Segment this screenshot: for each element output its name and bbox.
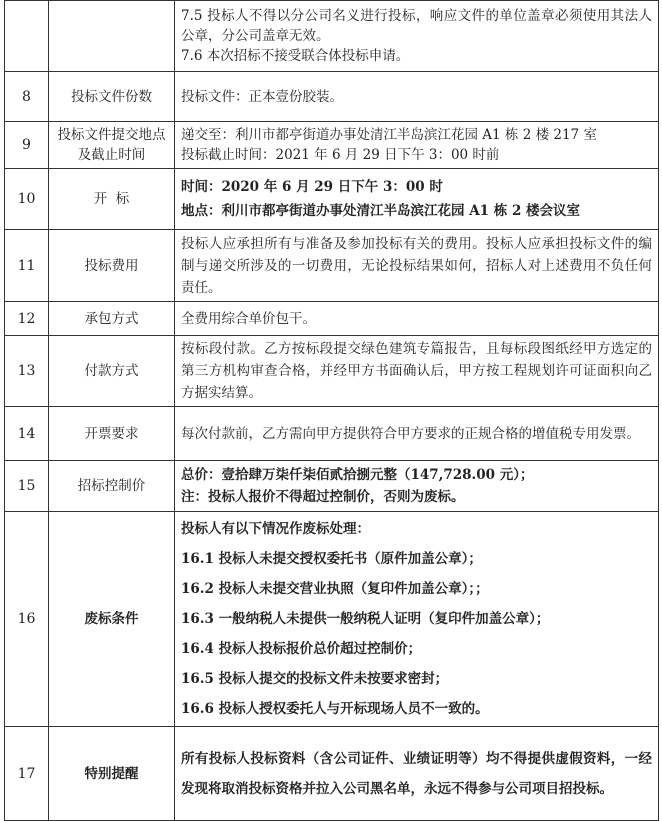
row-label: 开票要求 <box>49 407 175 461</box>
row-label: 特别提醒 <box>49 727 175 821</box>
special-reminder-text: 所有投标人投标资料（含公司证件、业绩证明等）均不得提供虚假资料，一经发现将取消投标资格并拉入公司黑名单，永远不得参与公司项目招投标。 <box>181 750 652 797</box>
row-content <box>175 512 659 727</box>
row-label: 投标文件份数 <box>49 72 175 122</box>
clause-16-3: 16.3 一般纳税人未提供一般纳税人证明（复印件加盖公章）； <box>181 611 550 627</box>
clause-7-6: 7.6 本次招标不接受联合体投标申请。 <box>181 48 410 64</box>
clause-16-2: 16.2 投标人未提交营业执照（复印件加盖公章）；； <box>181 581 489 597</box>
row-label: 开 标 <box>49 169 175 230</box>
table-row-7-continuation <box>5 1 659 72</box>
row-content <box>175 72 659 122</box>
row-number: 17 <box>5 727 49 821</box>
submission-address: 递交至：利川市都亭街道办事处清江半岛滨江花园 A1 栋 2 楼 217 室 <box>181 127 597 143</box>
row-label: 承包方式 <box>49 302 175 336</box>
clause-16-4: 16.4 投标人投标报价总价超过控制价； <box>181 641 422 657</box>
row-content <box>175 169 659 230</box>
row-content <box>175 727 659 821</box>
row-content <box>175 461 659 512</box>
clause-7-5: 7.5 投标人不得以分公司名义进行投标，响应文件的单位盖章必须使用其法人公章，分公司盖章无效。 <box>181 8 652 44</box>
submission-deadline: 投标截止时间：2021 年 6 月 29 日下午 3：00 时前 <box>181 147 500 163</box>
clause-16-5: 16.5 投标人提交的投标文件未按要求密封； <box>181 671 449 687</box>
row-number: 9 <box>5 122 49 169</box>
row-content <box>175 407 659 461</box>
row-number: 16 <box>5 512 49 727</box>
table-row-16 <box>5 512 659 727</box>
table-row-9 <box>5 122 659 169</box>
row-label: 废标条件 <box>49 512 175 727</box>
row-number: 13 <box>5 336 49 407</box>
row-number: 12 <box>5 302 49 336</box>
table-row-12 <box>5 302 659 336</box>
table-row-13 <box>5 336 659 407</box>
table-row-8 <box>5 72 659 122</box>
row-label: 投标文件提交地点及截止时间 <box>49 122 175 169</box>
table-row-11 <box>5 230 659 302</box>
table-row-17 <box>5 727 659 821</box>
disqualification-intro: 投标人有以下情况作废标处理： <box>181 521 370 537</box>
table-row-15 <box>5 461 659 512</box>
bid-copies-text: 投标文件：正本壹份胶装。 <box>181 88 343 105</box>
clause-16-1: 16.1 投标人未提交授权委托书（原件加盖公章）； <box>181 551 482 567</box>
row-number: 11 <box>5 230 49 302</box>
table-row-14 <box>5 407 659 461</box>
clause-16-6: 16.6 投标人授权委托人与开标现场人员不一致的。 <box>181 701 489 717</box>
row-content <box>175 302 659 336</box>
row-label: 招标控制价 <box>49 461 175 512</box>
row-content <box>175 230 659 302</box>
control-price-note: 注：投标人报价不得超过控制价，否则为废标。 <box>181 489 465 505</box>
row-number: 15 <box>5 461 49 512</box>
row-number: 14 <box>5 407 49 461</box>
row-content <box>175 336 659 407</box>
row-content <box>175 1 659 72</box>
payment-method-text: 按标段付款。乙方按标段提交绿色建筑专篇报告，且每标段图纸经甲方选定的第三方机构审查合格，并经甲方书面确认后，甲方按工程规划许可证面积向乙方据实结算。 <box>181 341 652 401</box>
bid-cost-text: 投标人应承担所有与准备及参加投标有关的费用。投标人应承担投标文件的编制与递交所涉及的一切费用，无论投标结果如何，招标人对上述费用不负任何责任。 <box>181 235 652 296</box>
row-content <box>175 122 659 169</box>
opening-time: 时间：2020 年 6 月 29 日下午 3：00 时 <box>181 179 443 195</box>
row-label: 投标费用 <box>49 230 175 302</box>
row-label: 付款方式 <box>49 336 175 407</box>
contract-method-text: 全费用综合单价包干。 <box>181 310 316 327</box>
table-row-10 <box>5 169 659 230</box>
invoice-requirement-text: 每次付款前，乙方需向甲方提供符合甲方要求的正规合格的增值税专用发票。 <box>181 425 640 442</box>
row-number: 10 <box>5 169 49 230</box>
row-number: 8 <box>5 72 49 122</box>
row-label <box>49 1 175 72</box>
opening-location: 地点：利川市都亭街道办事处清江半岛滨江花园 A1 栋 2 楼会议室 <box>181 203 581 219</box>
control-price-total: 总价：壹拾肆万柒仟柒佰贰拾捌元整（147,728.00 元）； <box>181 467 534 483</box>
row-number <box>5 1 49 72</box>
bidding-terms-table <box>4 0 659 821</box>
